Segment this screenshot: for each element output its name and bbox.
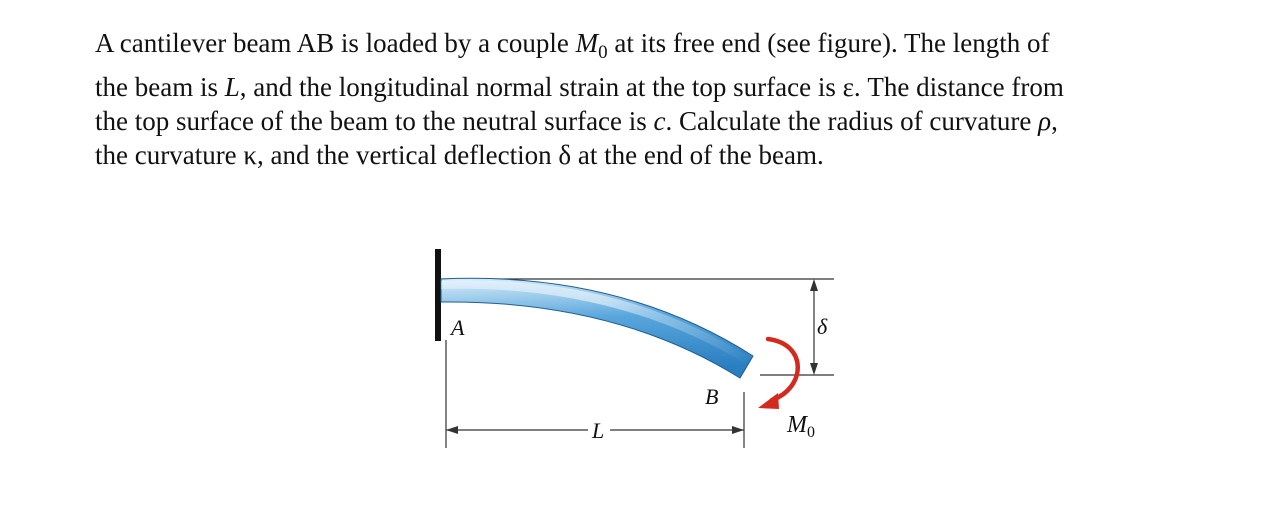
problem-text: , and the longitudinal normal strain at the top surface is ε. The distance from [239, 72, 1064, 102]
label-delta: δ [817, 314, 828, 339]
problem-text: at its free end (see figure). The length of [607, 28, 1050, 58]
problem-text: . Calculate the radius of curvature [665, 106, 1039, 136]
problem-text: the top surface of the beam to the neutral surface is [95, 106, 654, 136]
problem-text: A cantilever beam AB is loaded by a couple [95, 28, 576, 58]
label-b: B [705, 384, 719, 409]
label-m: M [787, 412, 807, 438]
label-m0 [786, 412, 815, 441]
deflected-beam [441, 278, 753, 378]
moment-arrowhead [758, 393, 779, 409]
arrowhead-down [810, 363, 818, 375]
problem-line-4: the curvature κ, and the vertical deflection δ at the end of the beam. [95, 140, 824, 170]
problem-text: , [1051, 106, 1058, 136]
label-l: L [592, 418, 605, 443]
label-m-subscript: 0 [807, 424, 815, 441]
arrowhead-right [732, 426, 744, 434]
radius-symbol: ρ [1038, 106, 1052, 136]
arrowhead-left [446, 426, 458, 434]
arrowhead-up [810, 279, 818, 291]
moment-symbol: M [575, 28, 599, 58]
moment-arrow-arc [768, 339, 798, 400]
distance-symbol: c [653, 106, 666, 136]
moment-subscript: 0 [598, 42, 608, 63]
problem-text: the beam is [95, 72, 225, 102]
length-symbol: L [224, 72, 240, 102]
label-a: A [451, 315, 465, 340]
wall-support [435, 249, 441, 341]
